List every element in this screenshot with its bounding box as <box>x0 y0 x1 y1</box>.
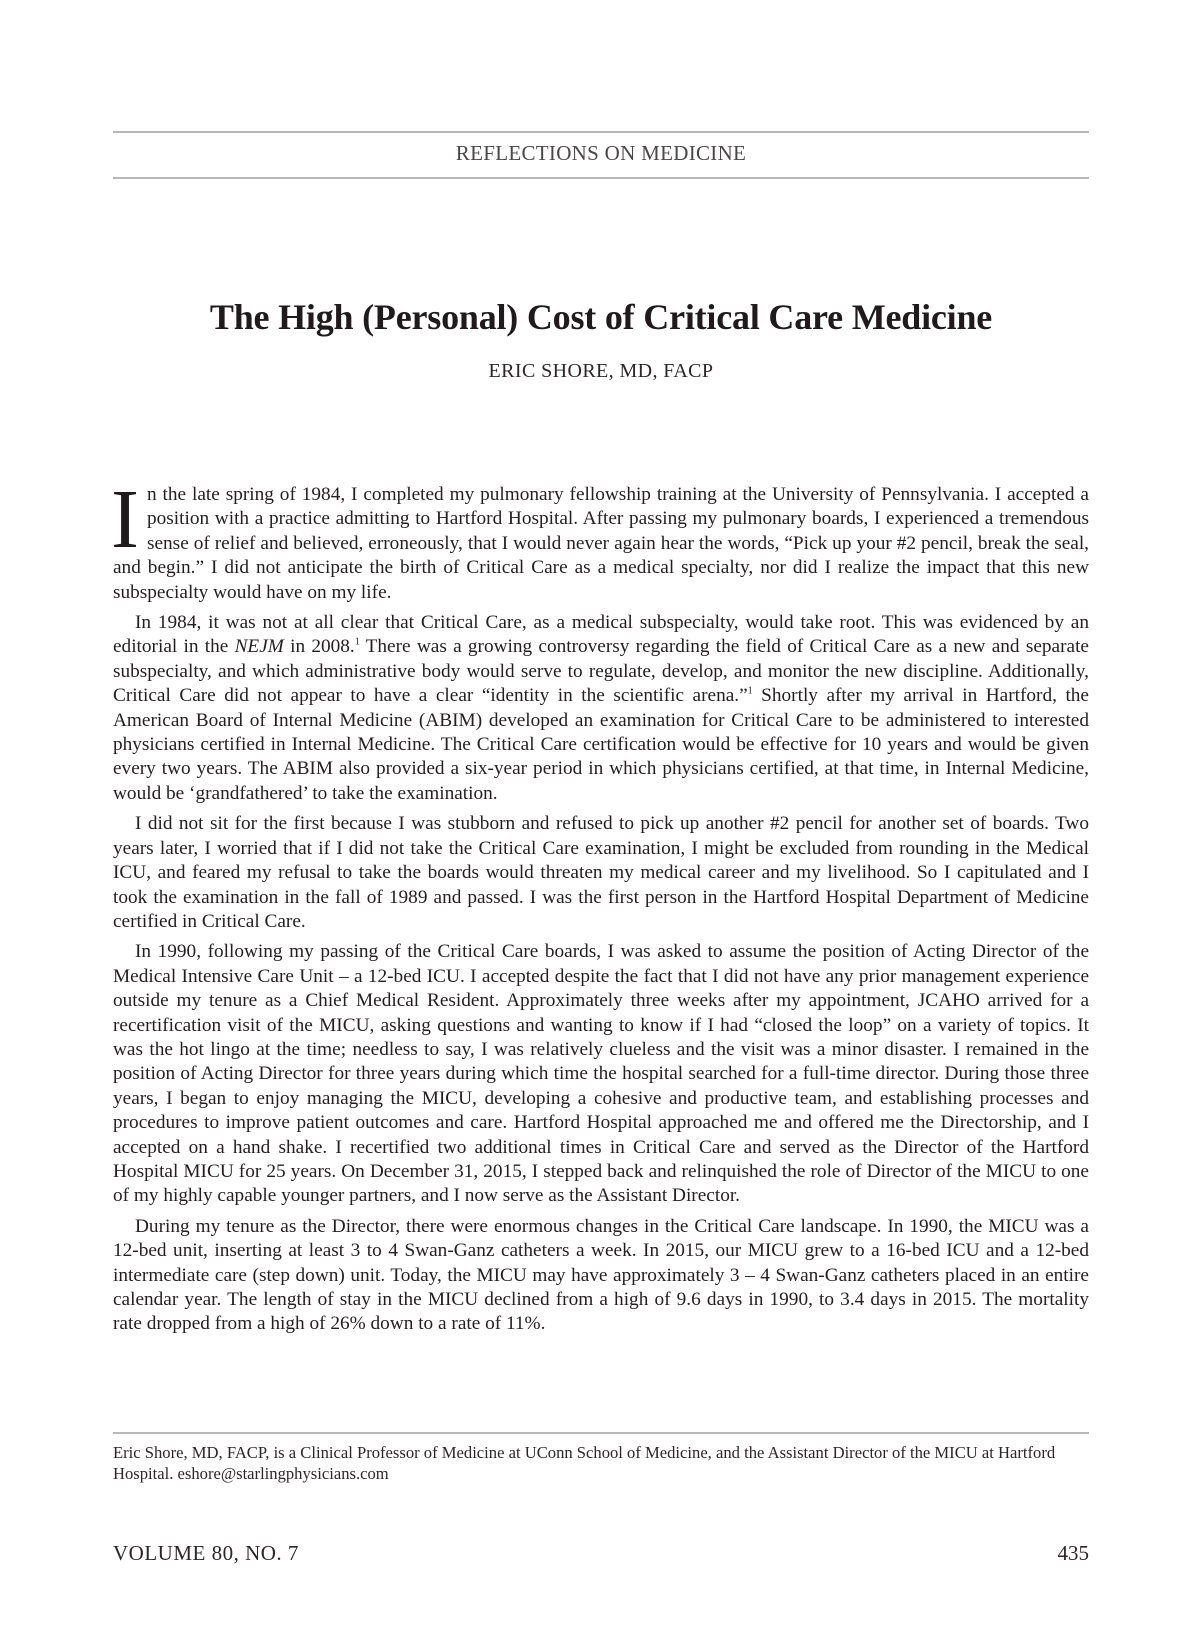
header-rule-top <box>113 131 1089 133</box>
header-rule-bottom <box>113 177 1089 179</box>
journal-page <box>113 0 1089 1650</box>
footnote-rule <box>113 1432 1089 1434</box>
paragraph-2-text-d: Shortly after my arrival in Hartford, the American Board of Internal Medicine (ABIM) developed an examination for Critical Care to be administered to interested physicians certified in Internal Medicine. The Critical Care certification would be effective for 10 years and would be given every two years. The ABIM also provided a six-year period in which physicians certified, at that time, in Internal Medicine, would be ‘grandfathered’ to take the examination. <box>113 685 1089 804</box>
paragraph-1-text: n the late spring of 1984, I completed my pulmonary fellowship training at the University of Pennsylvania. I accepted a position with a practice admitting to Hartford Hospital. After passing my pulmonary boards, I experienced a tremendous sense of relief and believed, erroneously, that I would never again hear the words, “Pick up your #2 pencil, break the seal, and begin.” I did not anticipate the birth of Critical Care as a medical specialty, nor did I realize the impact that this new subspecialty would have on my life. <box>113 484 1089 603</box>
drop-cap: I <box>111 473 139 566</box>
paragraph-4: In 1990, following my passing of the Critical Care boards, I was asked to assume the position of Acting Director of the Medical Intensive Care Unit – a 12-bed ICU. I accepted despite the fact that I did not have any prior management experience outside my tenure as a Chief Medical Resident. Approximately three weeks after my appointment, JCAHO arrived for a recertification visit of the MICU, asking questions and wanting to know if I had “closed the loop” on a variety of topics. It was the hot lingo at the time; needless to say, I was relatively clueless and the visit was a minor disaster. I remained in the position of Acting Director for three years during which time the hospital searched for a full-time director. During those three years, I began to enjoy managing the MICU, developing a cohesive and productive team, and establishing processes and procedures to improve patient outcomes and care. Hartford Hospital approached me and offered me the Directorship, and I accepted on a hand shake. I recertified two additional times in Critical Care and served as the Director of the Hartford Hospital MICU for 25 years. On December 31, 2015, I stepped back and relinquished the role of Director of the MICU to one of my highly capable younger partners, and I now serve as the Assistant Director. <box>113 941 1089 1207</box>
article-author: ERIC SHORE, MD, FACP <box>488 360 714 382</box>
reference-marker: 1 <box>747 685 753 697</box>
paragraph-2-text-c: There was a growing controversy regarding the field of Critical Care as a new and separate subspecialty, and which administrative body would serve to regulate, develop, and monitor the new discipline. Additionally, Critical Care did not appear to have a clear “identity in the scientific arena.” <box>113 636 1089 707</box>
volume-label: VOLUME 80, NO. 7 <box>113 1541 299 1565</box>
paragraph-5: During my tenure as the Director, there were enormous changes in the Critical Care landscape. In 1990, the MICU was a 12-bed unit, inserting at least 3 to 4 Swan-Ganz catheters a week. In 2015, our MICU grew to a 16-bed ICU and a 12-bed intermediate care (step down) unit. Today, the MICU may have approximately 3 – 4 Swan-Ganz catheters placed in an entire calendar year. The length of stay in the MICU declined from a high of 9.6 days in 1990, to 3.4 days in 2015. The mortality rate dropped from a high of 26% down to a rate of 11%. <box>113 1215 1089 1335</box>
paragraph-1 <box>111 473 1089 605</box>
paragraph-3: I did not sit for the first because I was stubborn and refused to pick up another #2 pencil for another set of boards. Two years later, I worried that if I did not take the Critical Care examination, I might be excluded from rounding in the Medical ICU, and feared my refusal to take the boards would threaten my medical career and my livelihood. So I capitulated and I took the examination in the fall of 1989 and passed. I was the first person in the Hartford Hospital Department of Medicine certified in Critical Care. <box>113 813 1089 932</box>
running-head: REFLECTIONS ON MEDICINE <box>455 141 747 165</box>
page-number: 435 <box>1057 1541 1089 1565</box>
paragraph-2 <box>113 611 1089 806</box>
article-title: The High (Personal) Cost of Critical Care Medicine <box>209 297 993 337</box>
article-body <box>111 473 1089 1343</box>
author-footnote: Eric Shore, MD, FACP, is a Clinical Professor of Medicine at UConn School of Medicine, and the Assistant Director of the MICU at Hartford Hospital. eshore@starlingphysicians.com <box>113 1443 1056 1483</box>
paragraph-2-text-b: in 2008. <box>283 636 355 658</box>
paragraph-2-text-a: In 1984, it was not at all clear that Critical Care, as a medical subspecialty, would take root. This was evidenced by an editorial in the <box>113 612 1089 658</box>
reference-marker: 1 <box>354 637 360 649</box>
journal-name: NEJM <box>234 636 284 658</box>
